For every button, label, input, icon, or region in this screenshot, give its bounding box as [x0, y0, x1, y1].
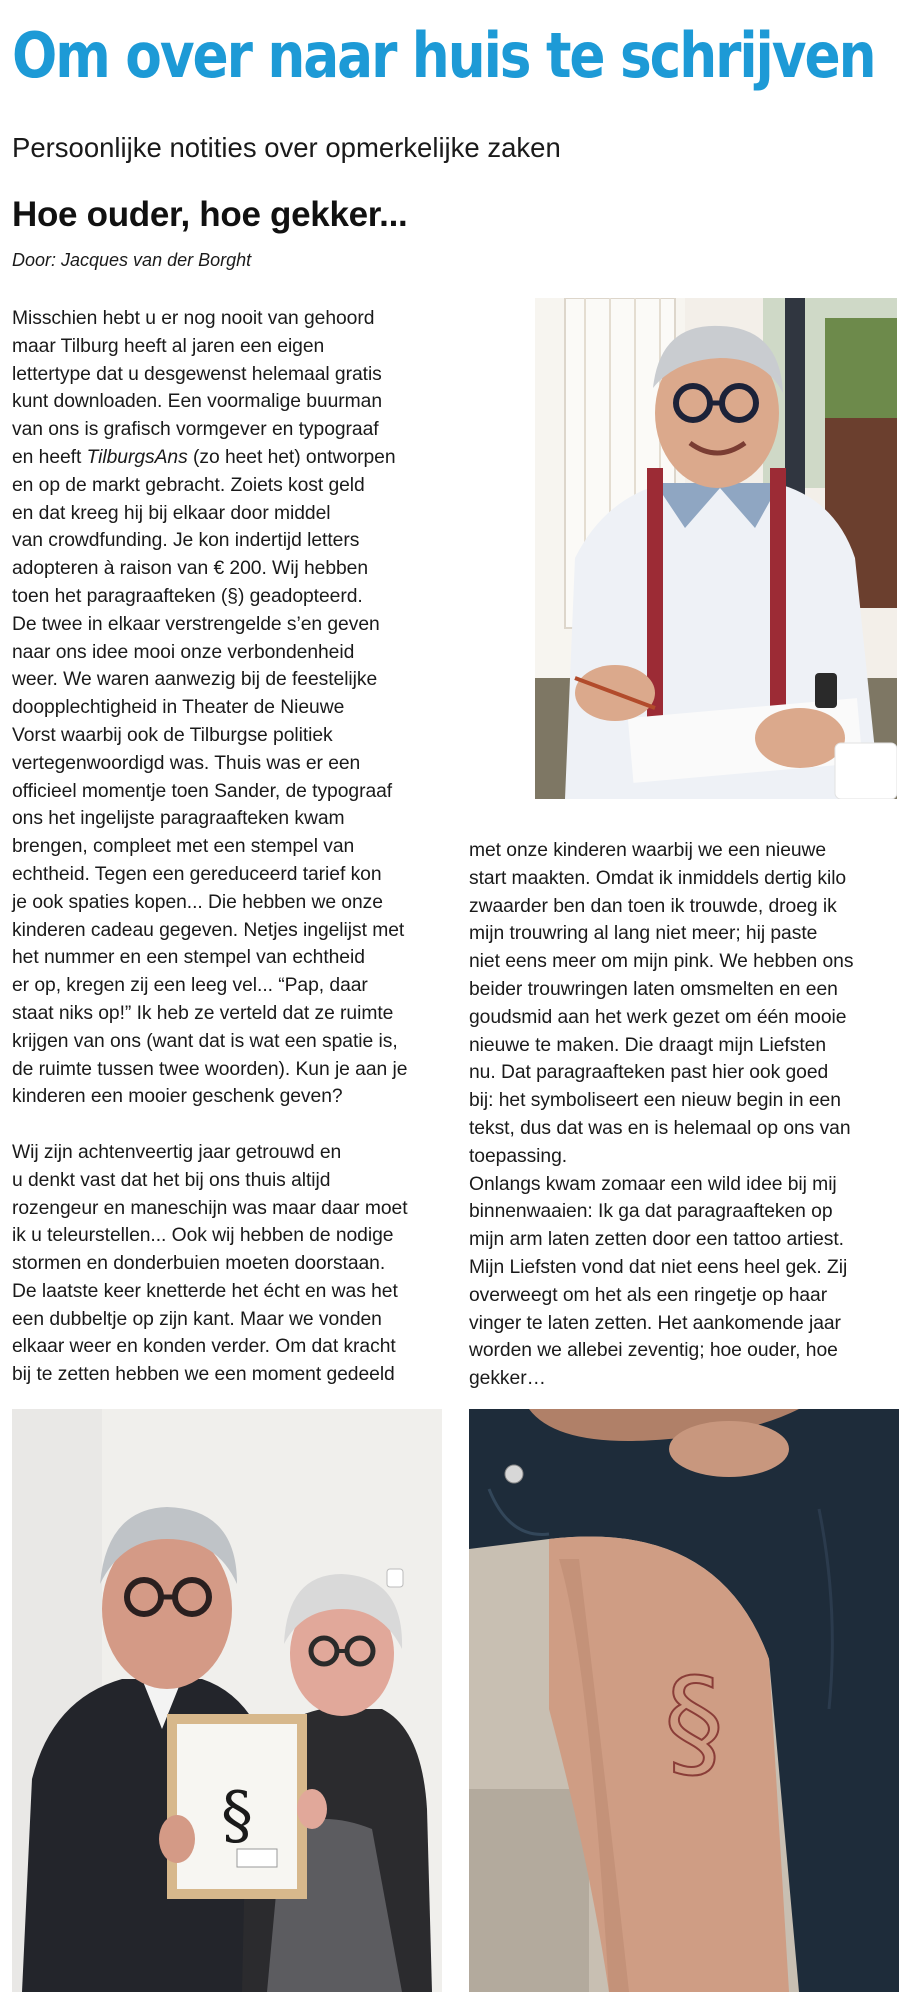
article-byline: Door: Jacques van der Borght [12, 250, 252, 270]
text-line: met onze kinderen waarbij we een nieuwe [469, 840, 827, 861]
text-line: echtheid. Tegen een gereduceerd tarief kon [12, 863, 382, 885]
text-line: binnenwaaien: Ik ga dat paragraafteken op [469, 1201, 833, 1223]
text-line-start: en heeft [12, 446, 87, 468]
text-line [12, 444, 408, 472]
photo-author-portrait [535, 298, 897, 799]
text-line: elkaar weer en konden verder. Om dat kracht [12, 1336, 396, 1358]
text-line: kunt downloaden. Een voormalige buurman [12, 391, 382, 413]
text-line: goudsmid aan het werk gezet om één mooie [469, 1006, 847, 1028]
text-line: er op, kregen zij een leeg vel... “Pap, daar [12, 975, 368, 997]
framed-paragraph-sign: § [221, 1779, 253, 1853]
text-line: beider trouwringen laten omsmelten en een [469, 978, 838, 1000]
text-line: rozengeur en maneschijn was maar daar moet [12, 1197, 408, 1219]
text-line: vinger te laten zetten. Het aankomende jaar [469, 1312, 841, 1334]
text-line: en dat kreeg hij bij elkaar door middel [12, 502, 331, 524]
text-line: worden we allebei zeventig; hoe ouder, hoe [469, 1340, 838, 1362]
text-line: van crowdfunding. Je kon indertijd letters [12, 530, 360, 552]
text-line: Vorst waarbij ook de Tilburgse politiek [12, 724, 333, 746]
text-line: nu. Dat paragraafteken past hier ook goed [469, 1062, 829, 1084]
text-line: De laatste keer knetterde het écht en was het [12, 1280, 398, 1302]
font-name: TilburgsAns [86, 446, 188, 468]
text-line: staat niks op!” Ik heb ze verteld dat ze ruimte [12, 1002, 394, 1024]
text-line: overweegt om het als een ringetje op haar [469, 1284, 828, 1306]
tattoo-paragraph-sign: § [664, 1654, 724, 1793]
text-line: start maakten. Omdat ik inmiddels dertig kilo [469, 867, 847, 889]
text-line: vertegenwoordigd was. Thuis was er een [12, 752, 361, 774]
text-line: en op de markt gebracht. Zoiets kost geld [12, 474, 365, 496]
text-line: stormen en donderbuien moeten doorstaan. [12, 1253, 386, 1275]
paragraph-gap [12, 1111, 408, 1139]
photo-paragraph-tattoo [469, 1409, 899, 1992]
text-line: lettertype dat u desgewenst helemaal gratis [12, 363, 382, 385]
text-line-end: (zo heet het) ontworpen [187, 446, 396, 468]
text-line: tekst, dus dat was en is helemaal op ons van [469, 1117, 851, 1139]
article-column-right [469, 837, 853, 1393]
text-line: Onlangs kwam zomaar een wild idee bij mij [469, 1173, 837, 1195]
text-line: het nummer en een stempel van echtheid [12, 947, 365, 969]
text-line: toen het paragraafteken (§) geadopteerd. [12, 585, 363, 607]
text-line: naar ons idee mooi onze verbondenheid [12, 641, 355, 663]
masthead-subtitle: Persoonlijke notities over opmerkelijke zaken [12, 132, 561, 163]
text-line: maar Tilburg heeft al jaren een eigen [12, 335, 325, 357]
text-line: krijgen van ons (want dat is wat een spatie is, [12, 1030, 398, 1052]
text-line: een dubbeltje op zijn kant. Maar we vonden [12, 1308, 382, 1330]
text-line: van ons is grafisch vormgever en typograaf [12, 419, 379, 441]
text-line: kinderen een mooier geschenk geven? [12, 1086, 343, 1108]
text-line: toepassing. [469, 1145, 568, 1167]
text-line: Wij zijn achtenveertig jaar getrouwd en [12, 1141, 342, 1163]
text-line: u denkt vast dat het bij ons thuis altijd [12, 1169, 331, 1191]
text-line: bij te zetten hebben we een moment gedeeld [12, 1364, 395, 1386]
author-portrait-image [535, 298, 897, 799]
text-line: officieel momentje toen Sander, de typograaf [12, 780, 393, 802]
text-line: niet eens meer om mijn pink. We hebben ons [469, 951, 854, 973]
text-line: Misschien hebt u er nog nooit van gehoord [12, 308, 375, 329]
article-column-left [12, 305, 408, 1389]
text-line: doopplechtigheid in Theater de Nieuwe [12, 697, 345, 719]
text-line: adopteren à raison van € 200. Wij hebben [12, 558, 369, 580]
text-line: ik u teleurstellen... Ook wij hebben de nodige [12, 1225, 394, 1247]
masthead-title: Om over naar huis te schrijven [12, 19, 875, 92]
text-line: bij: het symboliseert een nieuw begin in een [469, 1090, 841, 1112]
text-line: ons het ingelijste paragraafteken kwam [12, 808, 345, 830]
text-line: nieuwe te maken. Die draagt mijn Liefsten [469, 1034, 826, 1056]
text-line: weer. We waren aanwezig bij de feestelijke [12, 669, 378, 691]
text-line: gekker… [469, 1368, 546, 1390]
text-line: de ruimte tussen twee woorden). Kun je aan je [12, 1058, 408, 1080]
article-title: Hoe ouder, hoe gekker... [12, 195, 408, 234]
text-line: brengen, compleet met een stempel van [12, 836, 355, 858]
text-line: De twee in elkaar verstrengelde s’en geven [12, 613, 380, 635]
text-line: mijn arm laten zetten door een tattoo artiest. [469, 1229, 844, 1251]
text-line: je ook spaties kopen... Die hebben we onze [12, 891, 383, 913]
text-line: kinderen cadeau gegeven. Netjes ingelijst met [12, 919, 405, 941]
text-line: Mijn Liefsten vond dat niet eens heel gek. Zij [469, 1256, 848, 1278]
photo-couple-framed-sign [12, 1409, 442, 1992]
text-line: mijn trouwring al lang niet meer; hij paste [469, 923, 818, 945]
text-line: zwaarder ben dan toen ik trouwde, droeg ik [469, 895, 837, 917]
